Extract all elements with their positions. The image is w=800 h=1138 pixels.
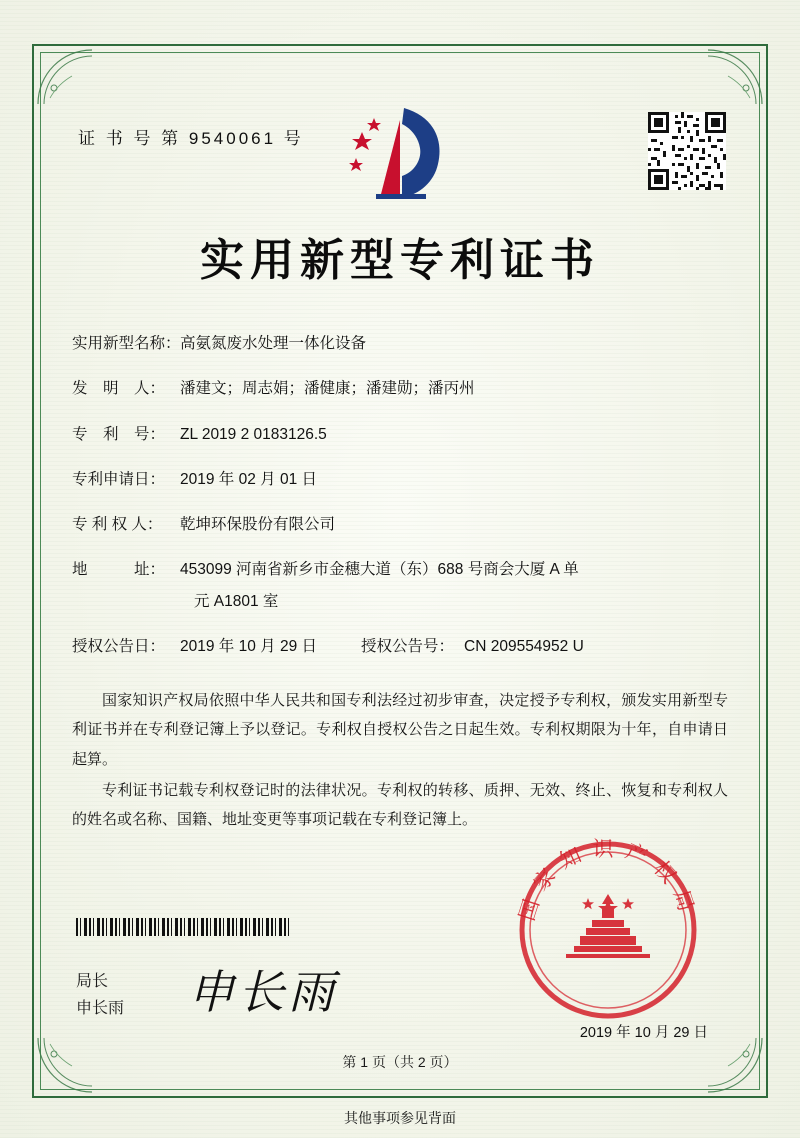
field-label: 专利申请日：: [72, 470, 166, 488]
field-value-wrap: [180, 558, 728, 613]
qr-code-icon: [648, 112, 726, 190]
svg-text:国家知识产权局: 国家知识产权局: [514, 837, 702, 924]
paragraph: 专利证书记载专利权登记时的法律状况。专利权的转移、质押、无效、终止、恢复和专利权人的姓名或名称、国籍、地址变更等事项记载在专利登记簿上。: [72, 781, 728, 828]
certificate-number: 证 书 号 第 9540061 号: [78, 129, 304, 148]
field-value: 乾坤环保股份有限公司: [180, 516, 336, 533]
field-label: 实用新型名称：: [72, 335, 181, 352]
official-seal: [514, 836, 702, 1024]
field-label-grant-date: 授权公告日：: [72, 637, 166, 655]
cnipa-logo-icon: [340, 102, 460, 206]
field-value: 453099 河南省新乡市金穗大道（东）688 号商会大厦 A 单: [180, 561, 579, 579]
field-row-patentee: [72, 513, 728, 536]
field-value: 高氨氮废水处理一体化设备: [180, 335, 367, 352]
field-label: 发 明 人：: [72, 380, 166, 398]
field-row-application-date: [72, 468, 728, 491]
field-row-patent-number: [72, 423, 728, 446]
field-value: 2019 年 02 月 01 日: [180, 470, 317, 488]
certificate-header: [72, 96, 728, 214]
field-value-grant-date: 2019 年 10 月 29 日: [180, 637, 317, 655]
signature-block: [76, 968, 124, 1022]
page-title: 实用新型专利证书: [200, 235, 600, 286]
field-row-inventors: [72, 377, 728, 400]
field-value: 潘建文；周志娟；潘健康；潘建勋；潘丙州: [180, 380, 475, 398]
field-row-name: [72, 332, 728, 355]
field-label: 地 址：: [72, 561, 166, 579]
signatory-name: 申长雨: [76, 999, 125, 1017]
field-value: ZL 2019 2 0183126.5: [180, 425, 327, 443]
field-label-grant-number: 授权公告号：: [361, 637, 455, 655]
paragraph: 国家知识产权局依照中华人民共和国专利法经过初步审查，决定授予专利权，颁发实用新型专利证书并在专利登记簿上予以登记。专利权自授权公告之日起生效。专利权期限为十年，自申请日起算。: [72, 692, 728, 768]
field-row-address: [72, 558, 728, 613]
field-label: 专 利 权 人：: [72, 516, 163, 533]
field-label: 专 利 号：: [72, 425, 166, 443]
field-value-line2: 元 A1801 室: [194, 592, 279, 610]
seal-date: 2019 年 10 月 29 日: [579, 1025, 708, 1041]
field-list: [72, 332, 728, 658]
field-value-grant-number: CN 209554952 U: [464, 637, 584, 655]
barcode: [76, 918, 290, 936]
page-indicator: 第 1 页（共 2 页）: [342, 1054, 458, 1070]
signatory-role: 局长: [76, 972, 109, 990]
legal-paragraphs: [72, 686, 728, 834]
handwritten-signature: 申长雨: [188, 965, 338, 1019]
certificate-content: [72, 96, 728, 1078]
footer-note: 其他事项参见背面: [344, 1110, 456, 1126]
field-row-grant: [72, 635, 728, 658]
